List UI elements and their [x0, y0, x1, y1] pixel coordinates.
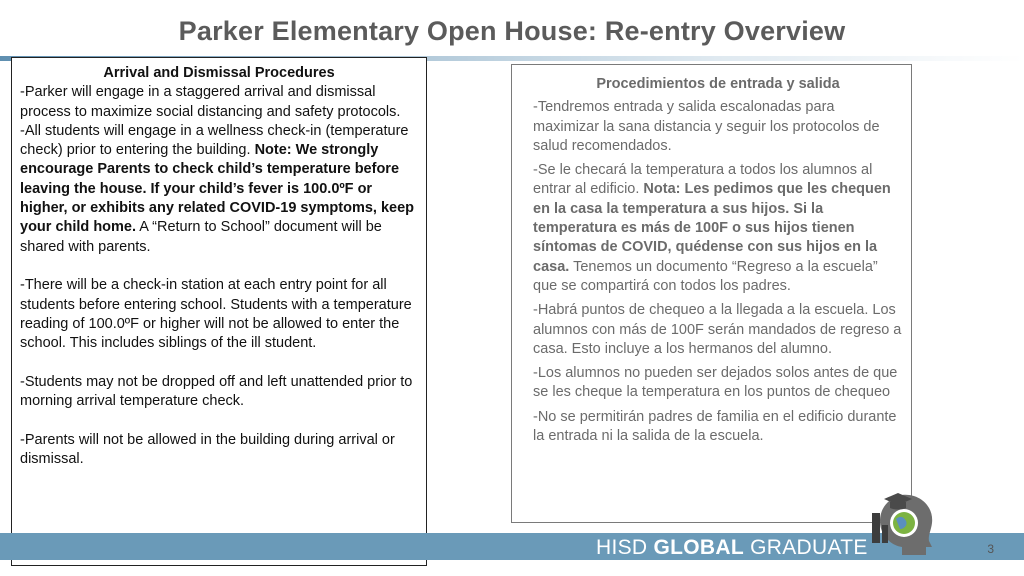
spanish-p2-text: -Se le checará la temperatura a todos los alumnos al entrar al edificio.	[533, 162, 873, 198]
english-paragraph-2	[20, 122, 418, 257]
footer-brand	[596, 536, 868, 560]
spanish-paragraph-3: -Habrá puntos de chequeo a la llegada a la escuela. Los alumnos con más de 100F serán mandados de regreso a casa. Esto incluye a los hermanos del alumno.	[533, 302, 902, 357]
spanish-procedures-box	[511, 64, 912, 523]
english-paragraph-1: -Parker will engage in a staggered arrival and dismissal process to maximize social distancing and safety protocols.	[20, 84, 401, 120]
brand-suffix: GRADUATE	[743, 536, 868, 559]
spanish-p2-note: Nota: Les pedimos que les chequen en la casa la temperatura a sus hijos. Si la temperatura es más de 100F o sus hijos tienen síntomas de COVID, quédense con sus hijos en la casa.	[533, 181, 891, 275]
spanish-paragraph-5: -No se permitirán padres de familia en el edificio durante la entrada ni la salida de la escuela.	[533, 408, 897, 445]
spanish-p2-end: Tenemos un documento “Regreso a la escuela” que se compartirá con todos los padres.	[533, 258, 878, 294]
graduate-head-globe-icon	[868, 489, 940, 559]
page-number: 3	[987, 542, 994, 556]
english-p2-note: Note: We strongly encourage Parents to check child’s temperature before leaving the house. If your child’s fever is 100.0ºF or higher, or exhibits any related COVID-19 symptoms, keep your child home.	[20, 142, 415, 236]
english-p2-end: A “Return to School” document will be shared with parents.	[20, 219, 382, 255]
brand-strong: GLOBAL	[653, 536, 744, 559]
spanish-paragraph-2	[533, 161, 903, 296]
english-heading: Arrival and Dismissal Procedures	[103, 65, 335, 81]
spanish-paragraph-4: -Los alumnos no pueden ser dejados solos antes de que se les cheque la temperatura en los puntos de chequeo	[533, 365, 898, 401]
english-p2-text: -All students will engage in a wellness check-in (temperature check) prior to entering the building.	[20, 122, 409, 159]
spacer	[20, 411, 418, 430]
brand-prefix: HISD	[596, 536, 654, 559]
spanish-paragraph-1: -Tendremos entrada y salida escalonadas para maximizar la sana distancia y seguir los protocolos de salud recomendados.	[533, 99, 880, 154]
page-title: Parker Elementary Open House: Re-entry Overview	[178, 16, 846, 46]
spacer	[20, 353, 418, 372]
english-paragraph-4: -Students may not be dropped off and left unattended prior to morning arrival temperature check.	[20, 373, 413, 410]
english-procedures-box	[11, 57, 427, 566]
spanish-heading: Procedimientos de entrada y salida	[596, 76, 840, 92]
spacer	[20, 257, 418, 276]
english-paragraph-3: -There will be a check-in station at each entry point for all students before entering school. Students with a temperature reading of 100.0ºF or higher will not be allowed to enter the school. This includes siblings of the ill student.	[20, 277, 412, 352]
english-paragraph-5: -Parents will not be allowed in the building during arrival or dismissal.	[20, 431, 395, 467]
